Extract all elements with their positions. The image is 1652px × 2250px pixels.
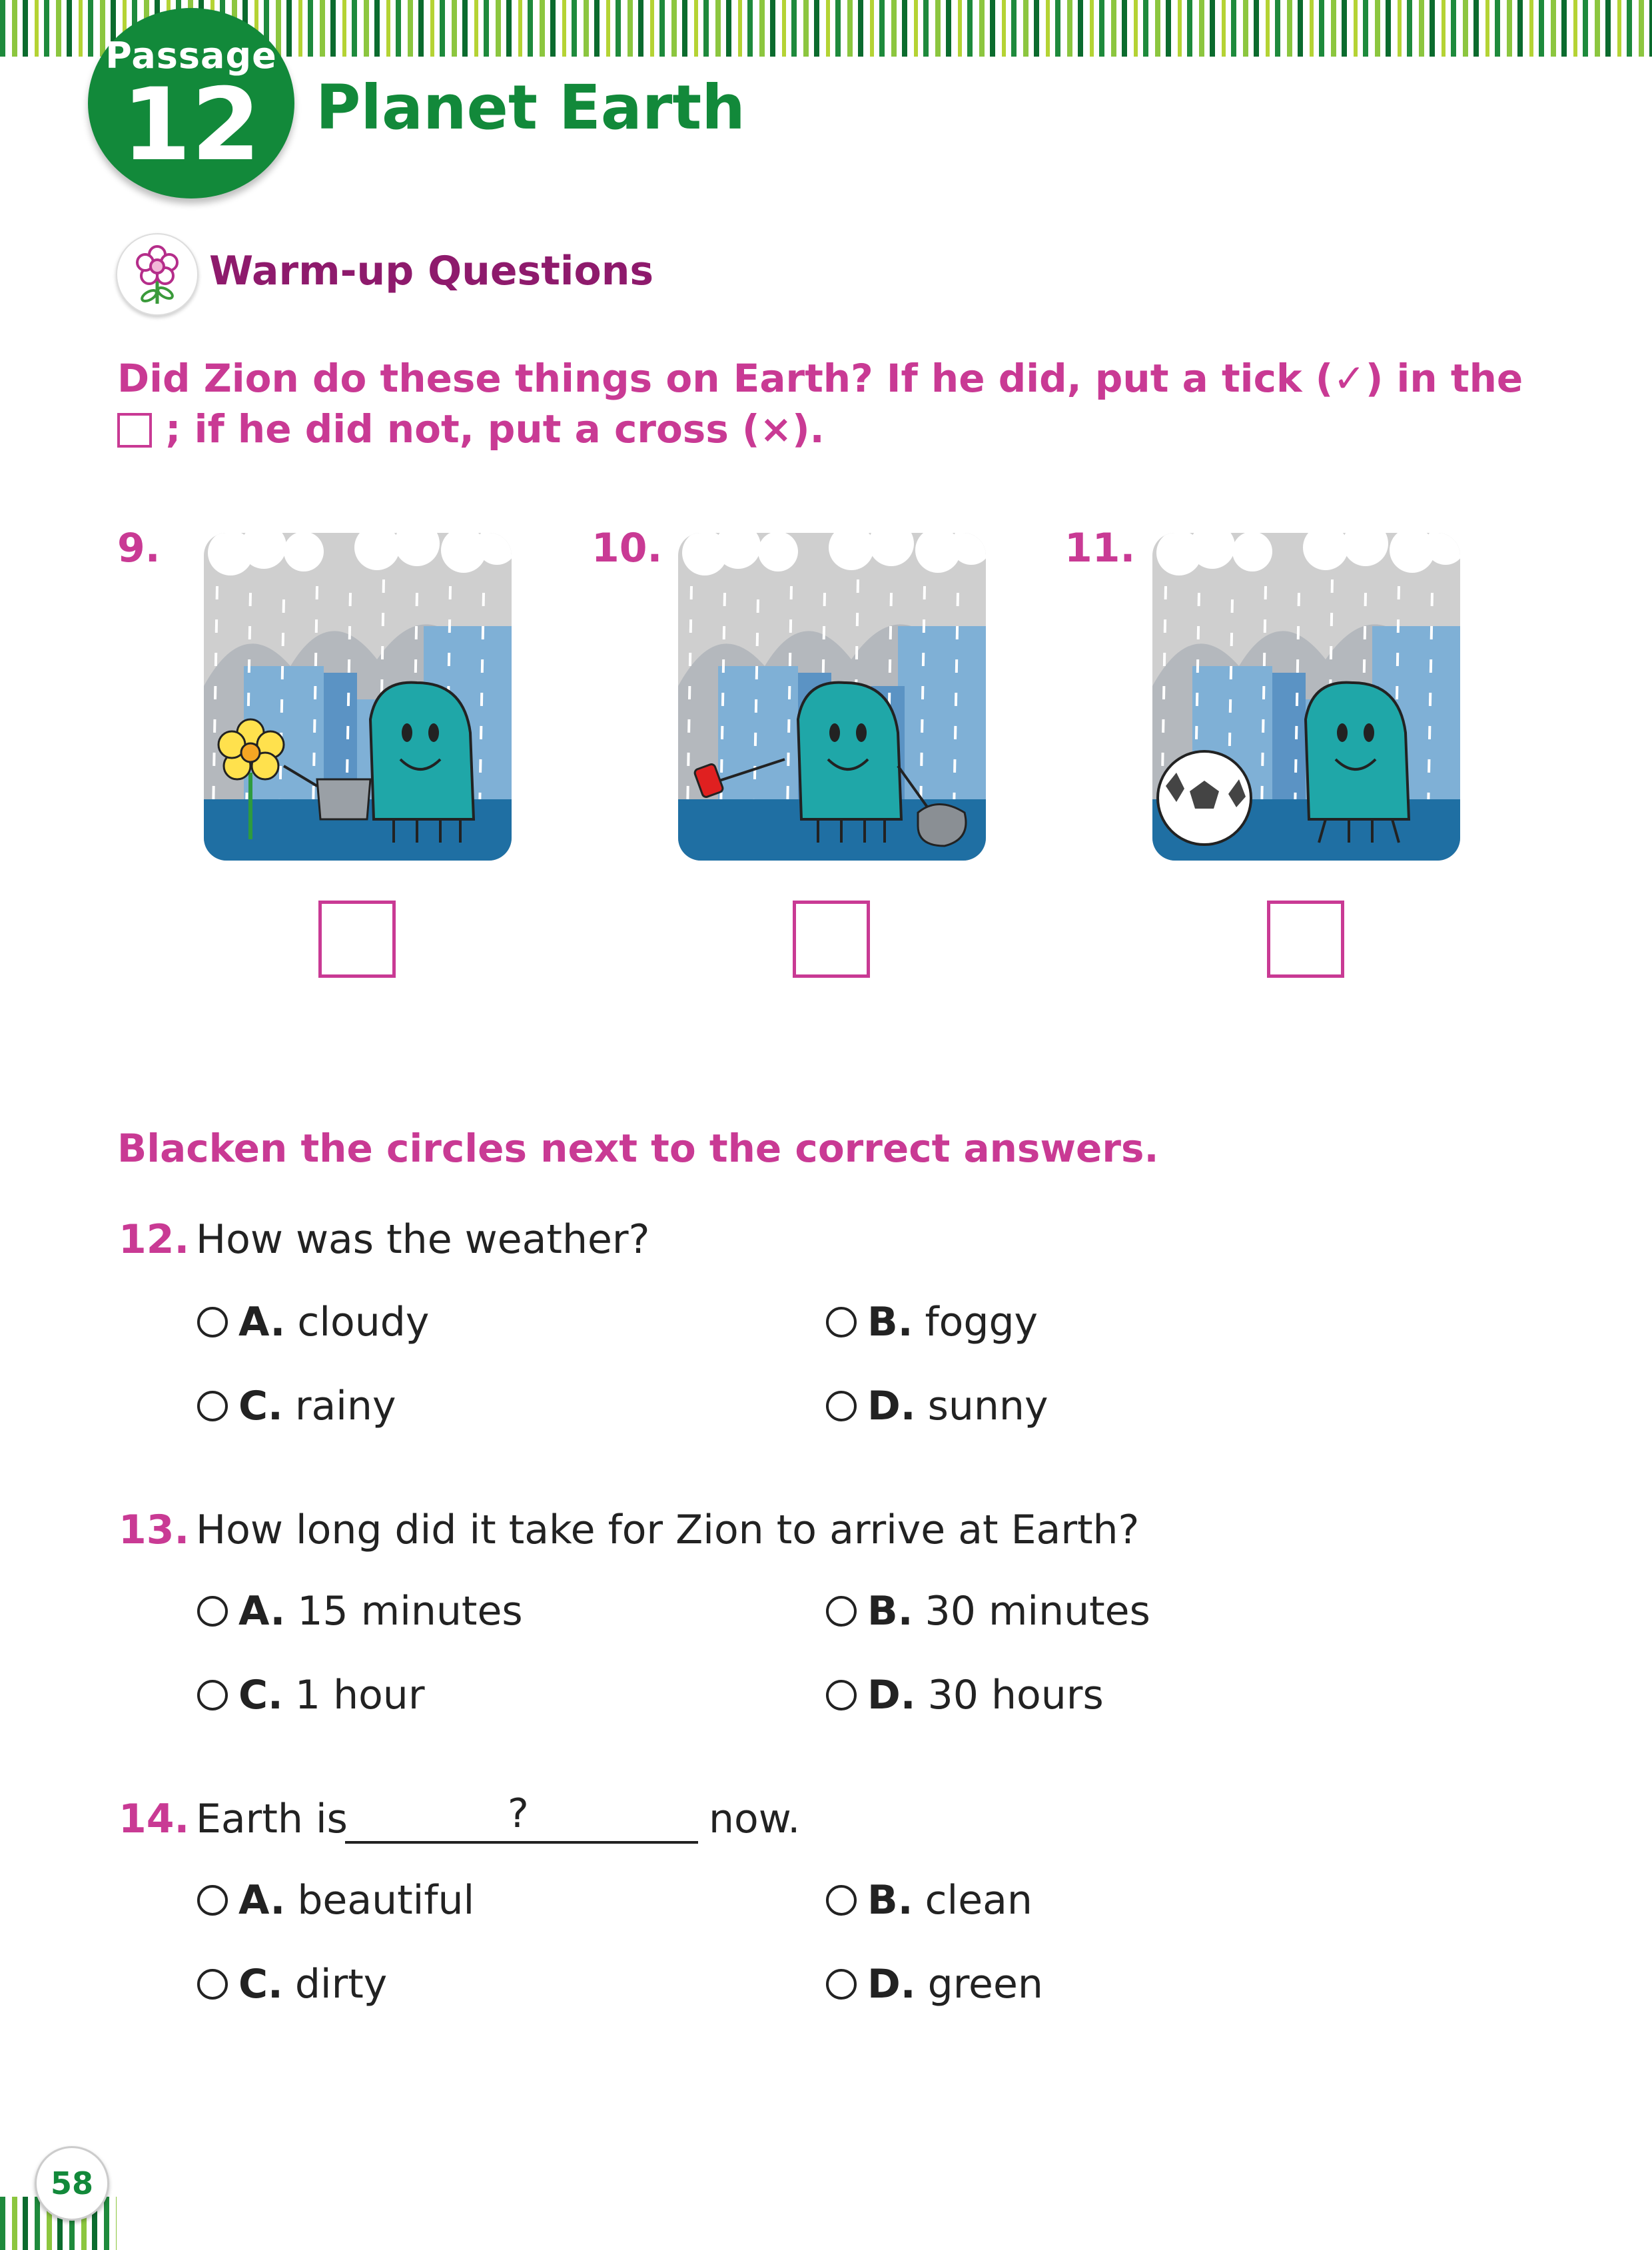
tick-cross-instruction-line2 bbox=[117, 404, 825, 454]
q13-option-a[interactable]: A. 15 minutes bbox=[197, 1588, 523, 1635]
scene-picking-litter bbox=[678, 533, 986, 861]
passage-number: 12 bbox=[121, 67, 261, 183]
q13-option-c[interactable]: C. 1 hour bbox=[197, 1672, 425, 1718]
passage-badge bbox=[88, 8, 294, 198]
question-12-number: 12. bbox=[119, 1216, 190, 1263]
question-14-blank-line bbox=[345, 1841, 698, 1844]
question-14-text-before: Earth is bbox=[196, 1796, 348, 1842]
radio-circle[interactable] bbox=[826, 1391, 857, 1421]
radio-circle[interactable] bbox=[197, 1307, 228, 1337]
tick-cross-instruction-line1: Did Zion do these things on Earth? If he did, put a tick (✓) in the bbox=[117, 356, 1523, 401]
q14-option-b[interactable]: B. clean bbox=[826, 1877, 1032, 1924]
item-9-answer-box[interactable] bbox=[318, 901, 396, 978]
item-10-answer-box[interactable] bbox=[793, 901, 870, 978]
radio-circle[interactable] bbox=[197, 1391, 228, 1421]
q12-option-a[interactable]: A. cloudy bbox=[197, 1299, 429, 1345]
radio-circle[interactable] bbox=[826, 1969, 857, 2000]
q13-option-d[interactable]: D. 30 hours bbox=[826, 1672, 1104, 1718]
item-11-answer-box[interactable] bbox=[1267, 901, 1344, 978]
q14-option-d[interactable]: D. green bbox=[826, 1961, 1043, 2008]
item-11-number: 11. bbox=[1064, 525, 1136, 571]
question-14-blank-mark: ? bbox=[508, 1790, 529, 1837]
q12-option-c[interactable]: C. rainy bbox=[197, 1383, 396, 1429]
item-9-number: 9. bbox=[117, 525, 161, 571]
q14-option-a[interactable]: A. beautiful bbox=[197, 1877, 474, 1924]
warmup-title: Warm-up Questions bbox=[209, 248, 654, 294]
radio-circle[interactable] bbox=[826, 1596, 857, 1627]
question-13-text: How long did it take for Zion to arrive at Earth? bbox=[196, 1507, 1140, 1553]
radio-circle[interactable] bbox=[197, 1969, 228, 2000]
radio-circle[interactable] bbox=[197, 1680, 228, 1710]
q14-option-c[interactable]: C. dirty bbox=[197, 1961, 387, 2008]
radio-circle[interactable] bbox=[197, 1596, 228, 1627]
flower-icon bbox=[116, 233, 199, 316]
passage-label: Passage bbox=[105, 35, 277, 77]
radio-circle[interactable] bbox=[826, 1307, 857, 1337]
question-12-text: How was the weather? bbox=[196, 1216, 650, 1263]
item-10-number: 10. bbox=[592, 525, 663, 571]
q12-option-b[interactable]: B. foggy bbox=[826, 1299, 1038, 1345]
radio-circle[interactable] bbox=[826, 1680, 857, 1710]
scene-playing-football bbox=[1152, 533, 1460, 861]
instruction-line2-text: ; if he did not, put a cross (×). bbox=[165, 406, 825, 452]
q13-option-b[interactable]: B. 30 minutes bbox=[826, 1588, 1150, 1635]
blacken-instruction: Blacken the circles next to the correct answers. bbox=[117, 1126, 1159, 1171]
inline-checkbox-symbol bbox=[117, 413, 152, 448]
question-13-number: 13. bbox=[119, 1507, 190, 1553]
radio-circle[interactable] bbox=[826, 1885, 857, 1916]
page-number: 58 bbox=[35, 2146, 109, 2221]
question-14-text-after: now. bbox=[709, 1796, 801, 1842]
radio-circle[interactable] bbox=[197, 1885, 228, 1916]
page-title: Planet Earth bbox=[316, 72, 745, 143]
scene-watering-flower bbox=[204, 533, 512, 861]
question-14-number: 14. bbox=[119, 1796, 190, 1842]
q12-option-d[interactable]: D. sunny bbox=[826, 1383, 1048, 1429]
